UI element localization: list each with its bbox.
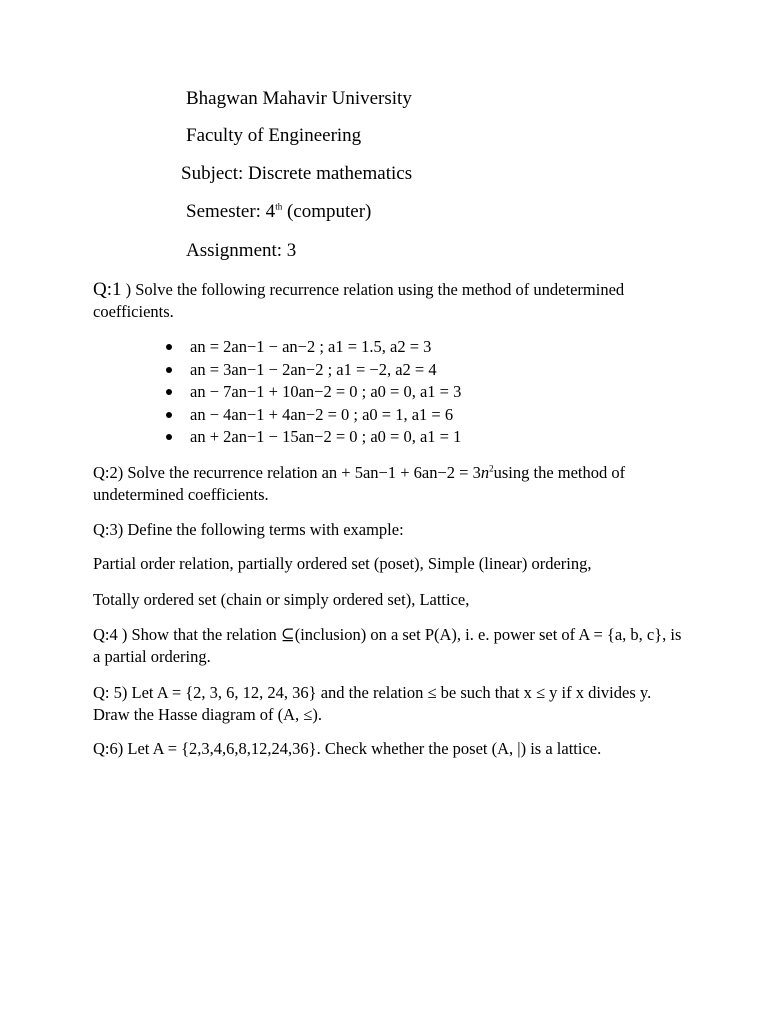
question-3-terms-line-1: Partial order relation, partially ordered set (poset), Simple (linear) ordering, <box>93 554 592 573</box>
question-1-label: Q:1 <box>93 279 122 300</box>
assignment-number: Assignment: 3 <box>186 240 297 261</box>
question-1 <box>93 279 683 323</box>
list-item: an = 2an−1 − an−2 ; a1 = 1.5, a2 = 3 <box>165 336 461 359</box>
list-item: an − 4an−1 + 4an−2 = 0 ; a0 = 1, a1 = 6 <box>165 404 461 427</box>
question-4: Q:4 ) Show that the relation ⊆(inclusion) on a set P(A), i. e. power set of A = {a, b, c}, is a partial ordering. <box>93 625 682 666</box>
subject-line: Subject: Discrete mathematics <box>181 163 413 184</box>
bullet-icon <box>166 344 172 350</box>
bullet-icon <box>166 389 172 395</box>
bullet-icon <box>166 412 172 418</box>
semester-ordinal: th <box>275 201 283 212</box>
semester-prefix: Semester: 4 <box>186 201 276 222</box>
list-item: an − 7an−1 + 10an−2 = 0 ; a0 = 0, a1 = 3 <box>165 381 461 404</box>
question-1-text: ) Solve the following recurrence relation using the method of undetermined coefficients. <box>93 280 625 321</box>
semester-suffix: (computer) <box>282 201 372 222</box>
university-name: Bhagwan Mahavir University <box>186 88 412 109</box>
question-3-terms-line-2: Totally ordered set (chain or simply ordered set), Lattice, <box>93 590 470 609</box>
question-5: Q: 5) Let A = {2, 3, 6, 12, 24, 36} and the relation ≤ be such that x ≤ y if x divides y. Draw the Hasse diagram of (A, ≤). <box>93 683 652 724</box>
bullet-icon <box>166 434 172 440</box>
question-1-list <box>165 336 461 449</box>
question-6: Q:6) Let A = {2,3,4,6,8,12,24,36}. Check whether the poset (A, |) is a lattice. <box>93 739 602 758</box>
faculty-name: Faculty of Engineering <box>186 125 362 146</box>
bullet-icon <box>166 367 172 373</box>
semester-line <box>186 201 371 223</box>
list-item: an = 3an−1 − 2an−2 ; a1 = −2, a2 = 4 <box>165 359 461 382</box>
list-item: an + 2an−1 − 15an−2 = 0 ; a0 = 0, a1 = 1 <box>165 426 461 449</box>
question-2: Q:2) Solve the recurrence relation an + $5an-1 + 6an-2 = 3n^2using$ the method of undetermined coefficients. <box>93 463 626 504</box>
question-3: Q:3) Define the following terms with example: <box>93 520 404 539</box>
